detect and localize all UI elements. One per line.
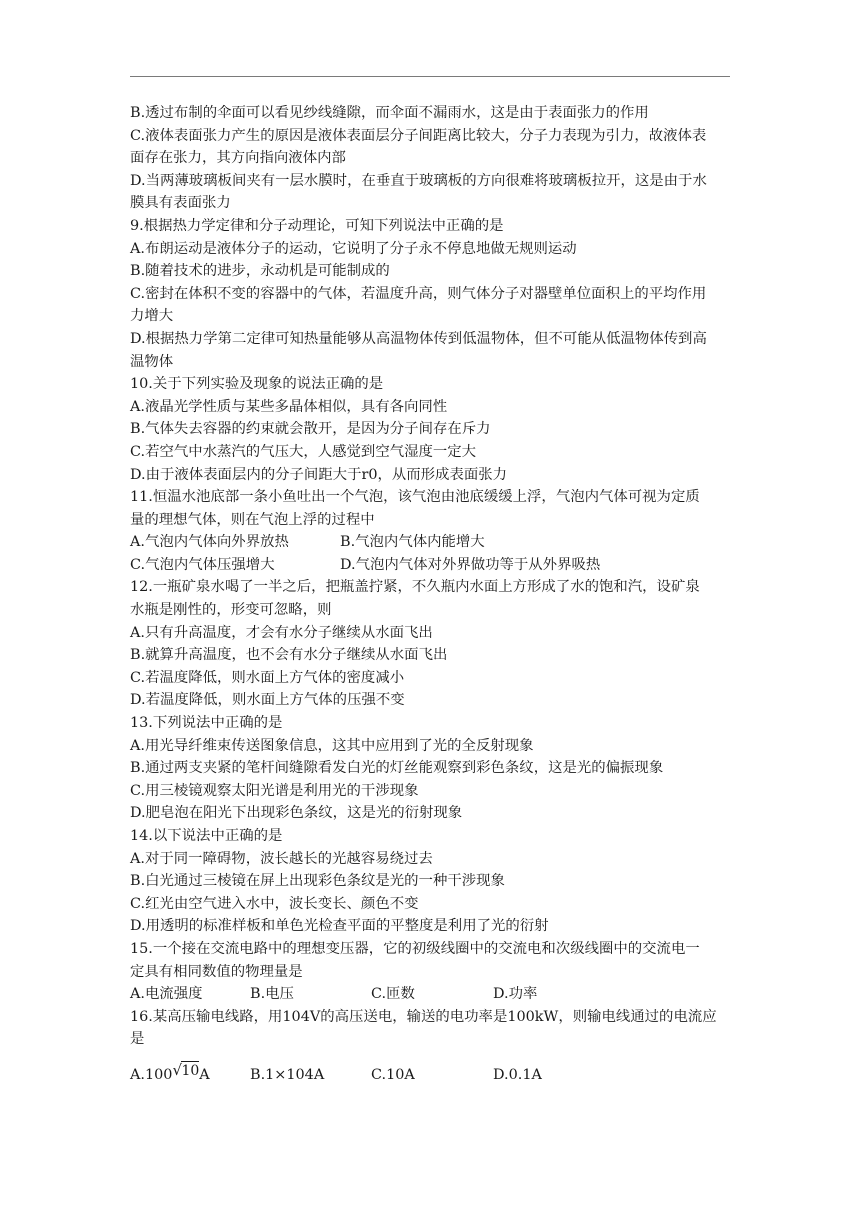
q10-option-d: D.由于液体表面层内的分子间距大于r0，从而形成表面张力	[130, 466, 508, 483]
question-content	[130, 102, 734, 1087]
q11-option-b: B.气泡内气体内能增大	[340, 534, 485, 551]
q16-options-row	[130, 1061, 734, 1087]
q14-option-d: D.用透明的标准样板和单色光检查平面的平整度是利用了光的衍射	[130, 918, 549, 935]
q9-stem: 9.根据热力学定律和分子动理论，可知下列说法中正确的是	[130, 217, 504, 234]
header-rule	[130, 76, 730, 77]
q12-option-d: D.若温度降低，则水面上方气体的压强不变	[130, 692, 405, 709]
q13-option-a: A.用光导纤维束传送图象信息，这其中应用到了光的全反射现象	[130, 737, 534, 754]
q15-option-d: D.功率	[493, 986, 538, 1003]
q16-option-a-prefix: A.100	[130, 1067, 173, 1084]
q13-option-b: B.通过两支夹紧的笔杆间缝隙看发白光的灯丝能观察到彩色条纹，这是光的偏振现象	[130, 760, 664, 777]
q12-option-a: A.只有升高温度，才会有水分子继续从水面飞出	[130, 624, 433, 641]
q9-option-a: A.布朗运动是液体分子的运动，它说明了分子永不停息地做无规则运动	[130, 240, 577, 257]
q10-option-b: B.气体失去容器的约束就会散开，是因为分子间存在斥力	[130, 421, 491, 438]
q10-option-c: C.若空气中水蒸汽的气压大，人感觉到空气湿度一定大	[130, 443, 477, 460]
square-root-formula	[172, 1061, 200, 1080]
q16-option-a	[130, 1061, 250, 1087]
radical-sign-icon: √	[172, 1061, 182, 1080]
q12-option-c: C.若温度降低，则水面上方气体的密度减小	[130, 669, 405, 686]
q15-option-b: B.电压	[250, 986, 294, 1003]
q8-option-c-line2: 面存在张力，其方向指向液体内部	[130, 150, 346, 167]
q14-option-b: B.白光通过三棱镜在屏上出现彩色条纹是光的一种干涉现象	[130, 873, 505, 890]
q10-option-a: A.液晶光学性质与某些多晶体相似，具有各向同性	[130, 398, 448, 415]
q16-option-d: D.0.1A	[493, 1067, 542, 1084]
q9-option-d-line2: 温物体	[130, 353, 174, 370]
q8-option-d-line1: D.当两薄玻璃板间夹有一层水膜时，在垂直于玻璃板的方向很难将玻璃板拉开，这是由于水	[130, 172, 707, 189]
q15-option-c: C.匝数	[371, 986, 415, 1003]
q9-option-c-line2: 力增大	[130, 308, 174, 325]
q15-stem-line2: 定具有相同数值的物理量是	[130, 963, 303, 980]
q11-stem-line1: 11.恒温水池底部一条小鱼吐出一个气泡，该气泡由池底缓缓上浮，气泡内气体可视为定质	[130, 489, 700, 506]
q12-stem-line2: 水瓶是刚性的，形变可忽略，则	[130, 602, 332, 619]
q11-option-d: D.气泡内气体对外界做功等于从外界吸热	[340, 556, 601, 573]
q16-option-c: C.10A	[371, 1067, 415, 1084]
q14-option-a: A.对于同一障碍物，波长越长的光越容易绕过去	[130, 850, 433, 867]
q16-stem-line2: 是	[130, 1031, 145, 1048]
q8-option-b: B.透过布制的伞面可以看见纱线缝隙，而伞面不漏雨水，这是由于表面张力的作用	[130, 105, 649, 121]
radicand: 10	[181, 1063, 200, 1080]
spacer	[130, 1051, 734, 1061]
q10-stem: 10.关于下列实验及现象的说法正确的是	[130, 376, 384, 393]
q12-option-b: B.就算升高温度，也不会有水分子继续从水面飞出	[130, 647, 448, 664]
q11-stem-line2: 量的理想气体，则在气泡上浮的过程中	[130, 511, 375, 528]
q9-option-b: B.随着技术的进步，永动机是可能制成的	[130, 263, 390, 280]
q15-option-a: A.电流强度	[130, 986, 203, 1003]
q9-option-d-line1: D.根据热力学第二定律可知热量能够从高温物体传到低温物体，但不可能从低温物体传到高	[130, 330, 707, 347]
q8-option-c-line1: C.液体表面张力产生的原因是液体表面层分子间距离比较大，分子力表现为引力，故液体表	[130, 127, 707, 144]
q16-option-a-suffix: A	[199, 1067, 210, 1084]
q11-options-row1	[130, 531, 734, 554]
q15-stem-line1: 15.一个接在交流电路中的理想变压器，它的初级线圈中的交流电和次级线圈中的交流电一	[130, 940, 700, 957]
q11-options-row2	[130, 554, 734, 577]
q16-option-b: B.1×104A	[250, 1067, 325, 1084]
q15-options-row	[130, 983, 734, 1006]
q13-option-c: C.用三棱镜观察太阳光谱是利用光的干涉现象	[130, 782, 419, 799]
q9-option-c-line1: C.密封在体积不变的容器中的气体，若温度升高，则气体分子对器壁单位面积上的平均作用	[130, 285, 707, 302]
q11-option-c: C.气泡内气体压强增大	[130, 556, 275, 573]
q14-option-c: C.红光由空气进入水中，波长变长、颜色不变	[130, 895, 419, 912]
q14-stem: 14.以下说法中正确的是	[130, 828, 283, 844]
q13-stem: 13.下列说法中正确的是	[130, 715, 283, 732]
q16-stem-line1: 16.某高压输电线路，用104V的高压送电，输送的电功率是100kW，则输电线通过的电流应	[130, 1008, 717, 1025]
q8-option-d-line2: 膜具有表面张力	[130, 195, 231, 212]
q12-stem-line1: 12.一瓶矿泉水喝了一半之后，把瓶盖拧紧，不久瓶内水面上方形成了水的饱和汽，设矿泉	[130, 579, 700, 596]
q13-option-d: D.肥皂泡在阳光下出现彩色条纹，这是光的衍射现象	[130, 805, 463, 822]
q11-option-a: A.气泡内气体向外界放热	[130, 534, 289, 551]
